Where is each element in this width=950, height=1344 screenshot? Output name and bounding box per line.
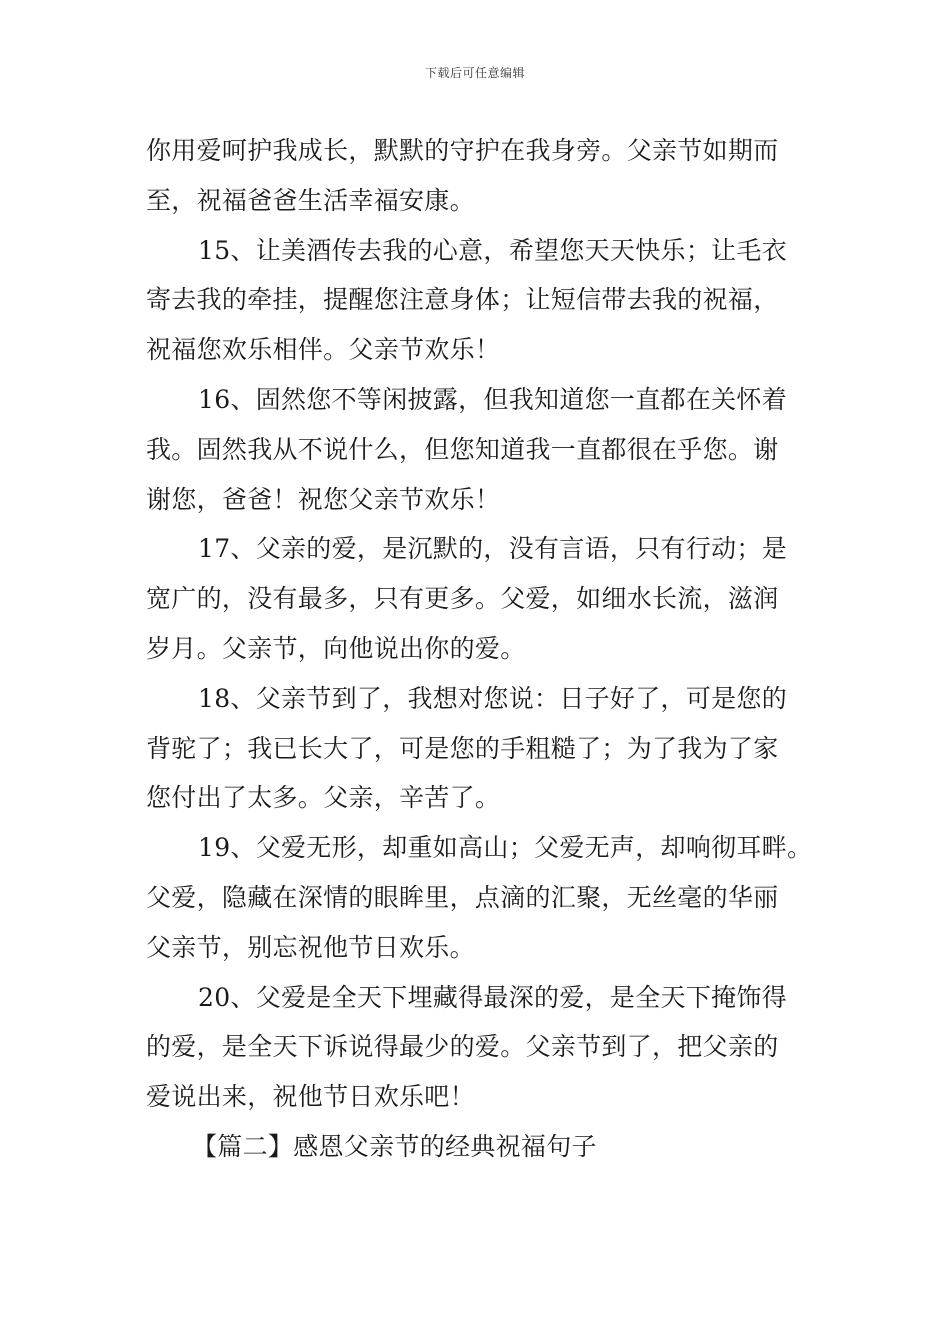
paragraph-line: 寄去我的牵挂，提醒您注意身体；让短信带去我的祝福， xyxy=(146,285,779,315)
paragraph-line: 19、父爱无形，却重如高山；父爱无声，却响彻耳畔。 xyxy=(198,833,813,863)
paragraph-line: 宽广的，没有最多，只有更多。父爱，如细水长流，滋润 xyxy=(146,584,779,614)
paragraph-line: 爱说出来，祝他节日欢乐吧！ xyxy=(146,1082,475,1112)
paragraph-line: 我。固然我从不说什么，但您知道我一直都很在乎您。谢 xyxy=(146,434,779,464)
paragraph-line: 18、父亲节到了，我想对您说：日子好了，可是您的 xyxy=(198,683,788,713)
paragraph-line: 父爱，隐藏在深情的眼眸里，点滴的汇聚，无丝毫的华丽 xyxy=(146,882,779,912)
paragraph-line: 谢您，爸爸！祝您父亲节欢乐！ xyxy=(146,484,501,514)
paragraph-line: 20、父爱是全天下埋藏得最深的爱，是全天下掩饰得 xyxy=(198,982,788,1012)
paragraph-line: 16、固然您不等闲披露，但我知道您一直都在关怀着 xyxy=(198,384,788,414)
section-heading: 【篇二】感恩父亲节的经典祝福句子 xyxy=(192,1131,597,1161)
paragraph-line: 祝福您欢乐相伴。父亲节欢乐！ xyxy=(146,335,501,365)
paragraph-line: 的爱，是全天下诉说得最少的爱。父亲节到了，把父亲的 xyxy=(146,1032,779,1062)
paragraph-line: 17、父亲的爱，是沉默的，没有言语，只有行动；是 xyxy=(198,534,788,564)
paragraph-line: 你用爱呵护我成长，默默的守护在我身旁。父亲节如期而 xyxy=(146,136,779,165)
page-header: 下载后可任意编辑 xyxy=(424,66,525,80)
paragraph-line: 背驼了；我已长大了，可是您的手粗糙了；为了我为了家 xyxy=(146,733,779,763)
paragraph-line: 岁月。父亲节，向他说出你的爱。 xyxy=(146,633,526,663)
paragraph-line: 15、让美酒传去我的心意，希望您天天快乐；让毛衣 xyxy=(198,235,788,265)
paragraph-line: 父亲节，别忘祝他节日欢乐。 xyxy=(146,932,475,962)
paragraph-line: 您付出了太多。父亲，辛苦了。 xyxy=(146,783,501,813)
paragraph-line: 至，祝福爸爸生活幸福安康。 xyxy=(146,185,475,215)
document-body xyxy=(146,126,826,1172)
